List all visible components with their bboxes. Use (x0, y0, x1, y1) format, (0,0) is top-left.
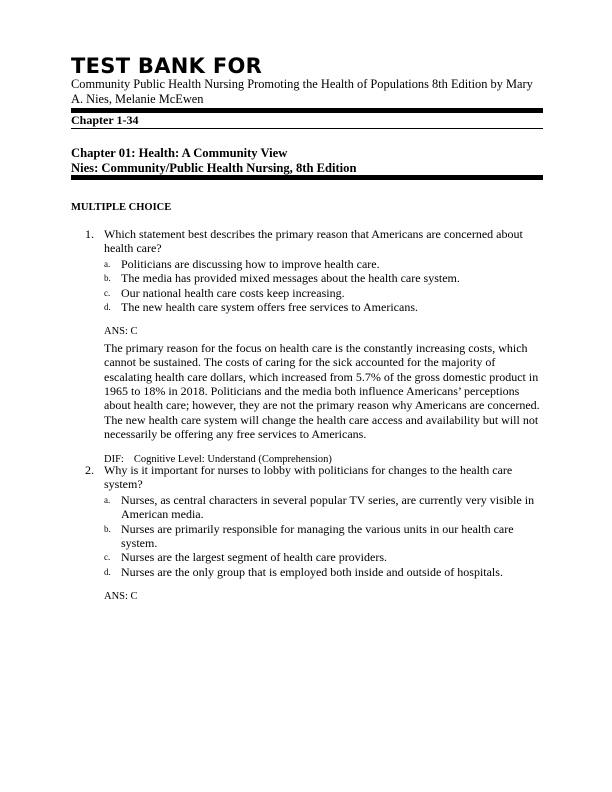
test-bank-banner: TEST BANK FOR (71, 54, 263, 78)
chapter-range: Chapter 1-34 (71, 113, 139, 127)
divider-rule-top (71, 108, 543, 113)
option-b: b. Nurses are primarily responsible for managing the various units in our health care system. (104, 521, 514, 551)
option-d: d. The new health care system offers free services to Americans. (104, 300, 418, 315)
question-stem: Why is it important for nurses to lobby with politicians for changes to the health care system? (104, 463, 513, 492)
divider-rule-chapter (71, 175, 543, 180)
option-a: a. Nurses, as central characters in several popular TV series, are currently very visible in American media. (104, 492, 535, 522)
question-2 (71, 463, 543, 605)
divider-rule-thin (71, 128, 543, 129)
option-a: a. Politicians are discussing how to improve health care. (104, 256, 380, 271)
chapter-title: Chapter 01: Health: A Community View (71, 146, 288, 160)
option-b: b. The media has provided mixed messages about the health care system. (104, 271, 460, 286)
answer-options (71, 493, 543, 579)
question-1 (71, 227, 543, 467)
option-d: d. Nurses are the only group that is employed both inside and outside of hospitals. (104, 564, 503, 579)
chapter-source: Nies: Community/Public Health Nursing, 8th Edition (71, 161, 357, 175)
chapter-heading (71, 146, 357, 176)
book-title-subtitle: Community Public Health Nursing Promoting the Health of Populations 8th Edition by Mary A. Nies, Melanie McEwen (71, 77, 533, 106)
section-label: MULTIPLE CHOICE (71, 202, 172, 213)
question-stem: Which statement best describes the primary reason that Americans are concerned about health care? (104, 227, 523, 256)
answer-options (71, 257, 543, 315)
rationale-text: The primary reason for the focus on health care is the constantly increasing costs, which cannot be sustained. The costs of caring for the sick accounted for the majority of escalating health care dollars, which increased from 5.7% of the gross domestic product in 1965 to 18% in 2018. Politicians and the media both influence Americans’ perceptions about health care; however, they are not the primary reason why Americans are concerned. The new health care system will change the health care access and availability but will not necessarily be offering any free services to Americans. (104, 340, 540, 442)
answer-key: ANS: C (104, 591, 138, 603)
dif-value: Cognitive Level: Understand (Comprehension) (133, 453, 332, 465)
question-number: 2. (85, 463, 94, 477)
option-c: c. Nurses are the largest segment of health care providers. (104, 550, 388, 565)
answer-key: ANS: C (104, 326, 138, 338)
question-number: 1. (85, 227, 94, 241)
dif-label: DIF: (104, 453, 124, 465)
option-c: c. Our national health care costs keep increasing. (104, 285, 345, 300)
